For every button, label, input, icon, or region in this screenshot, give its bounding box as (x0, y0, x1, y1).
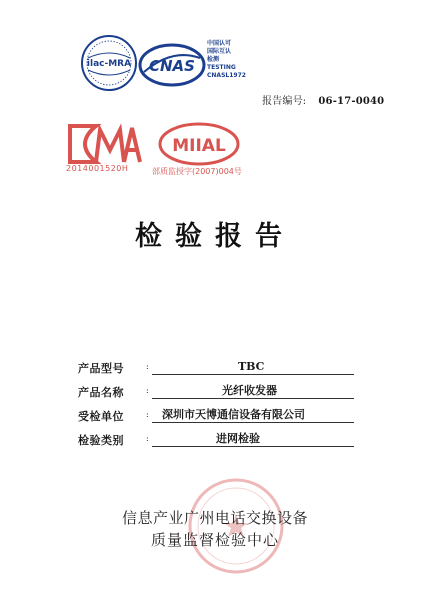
field-row-model (78, 356, 358, 380)
miial-logo (158, 122, 240, 166)
product-info-fields (78, 356, 358, 452)
field-label: 检验类别 (78, 434, 124, 447)
cnas-side-line: TESTING (207, 64, 236, 71)
report-number (262, 92, 384, 107)
report-number-label: 报告编号: (262, 96, 307, 107)
cnas-side-line: 中国认可 (207, 40, 232, 47)
cnas-logo-text: CNAS (149, 57, 195, 75)
field-label: 产品名称 (78, 386, 124, 399)
field-row-unit (78, 404, 358, 428)
field-label: 受检单位 (78, 410, 124, 423)
issuer-line-1: 信息产业广州电话交换设备 (121, 509, 308, 527)
page-title: 检验报告 (135, 221, 295, 252)
field-row-category (78, 428, 358, 452)
cma-logo (66, 122, 144, 166)
field-value-category: 进网检验 (152, 431, 354, 447)
field-value-unit: 深圳市天博通信设备有限公司 (152, 407, 354, 423)
field-colon: : (146, 386, 149, 395)
cnas-logo (138, 42, 206, 88)
ilac-mra-logo (80, 34, 138, 92)
field-label: 产品型号 (78, 362, 124, 375)
field-colon: : (146, 362, 149, 371)
field-row-name (78, 380, 358, 404)
miial-logo-text: MIIAL (172, 136, 226, 156)
miial-code: 部质监授字(2007)004号 (152, 167, 242, 176)
field-value-model: TBC (152, 359, 354, 375)
cma-code: 2014001520H (66, 164, 129, 173)
report-number-value: 06-17-0040 (318, 96, 385, 107)
cnas-side-text (207, 40, 246, 80)
issuer-line-2: 质量监督检验中心 (150, 531, 279, 549)
cnas-side-line: 检测 (207, 56, 220, 63)
field-value-name: 光纤收发器 (152, 383, 354, 399)
field-colon: : (146, 434, 149, 443)
cnas-side-line: CNASL1972 (207, 72, 246, 79)
cnas-side-line: 国际互认 (207, 48, 232, 55)
ilac-logo-text: ilac-MRA (86, 59, 132, 69)
field-colon: : (146, 410, 149, 419)
